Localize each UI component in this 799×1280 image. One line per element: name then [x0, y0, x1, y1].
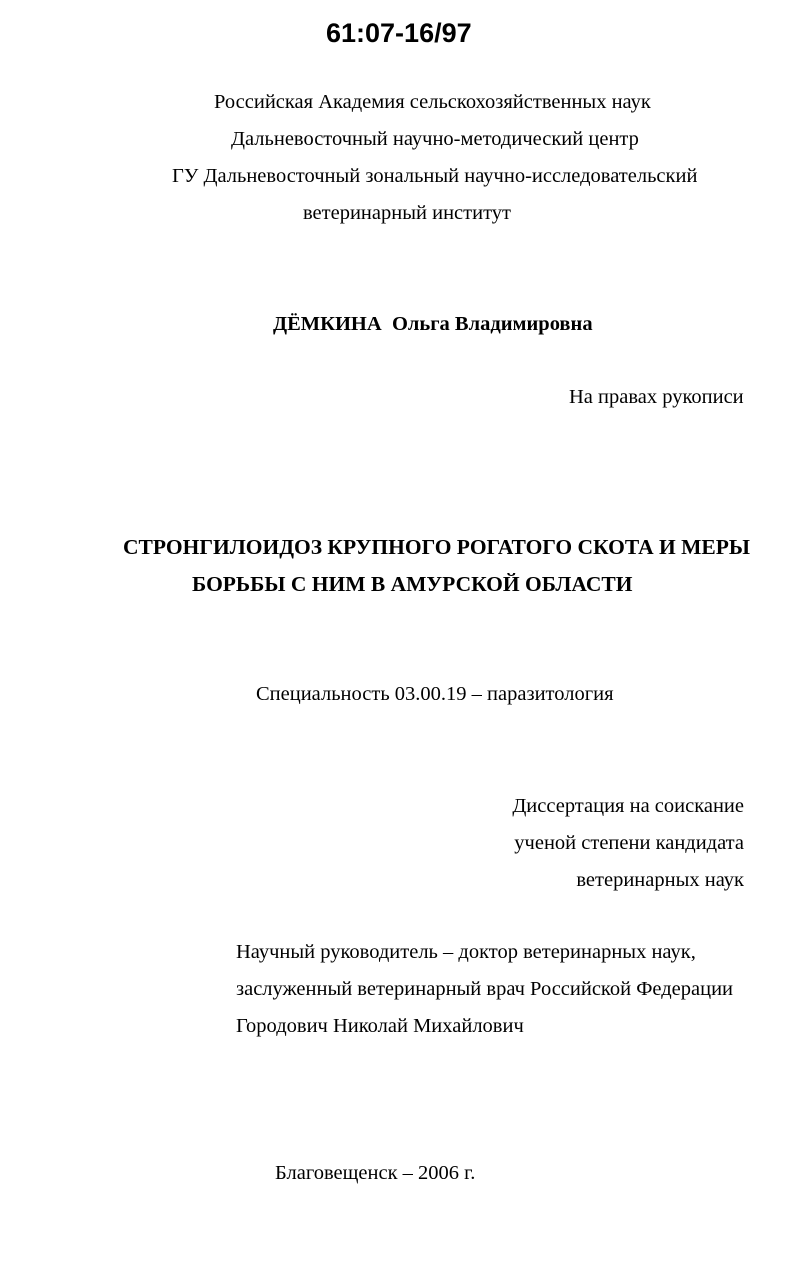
institution-line: Российская Академия сельскохозяйственных наук	[214, 91, 651, 113]
archive-code: 61:07-16/97	[326, 18, 472, 48]
title-line: БОРЬБЫ С НИМ В АМУРСКОЙ ОБЛАСТИ	[192, 572, 633, 596]
degree-line: ветеринарных наук	[576, 869, 744, 891]
specialty: Специальность 03.00.19 – паразитология	[256, 683, 614, 705]
degree-line: Диссертация на соискание	[512, 795, 744, 817]
supervisor-line: Городович Николай Михайлович	[236, 1015, 524, 1037]
place-year: Благовещенск – 2006 г.	[275, 1162, 476, 1184]
institution-line: Дальневосточный научно-методический центр	[231, 128, 639, 150]
supervisor-line: Научный руководитель – доктор ветеринарных наук,	[236, 941, 696, 963]
degree-line: ученой степени кандидата	[514, 832, 744, 854]
author-given-names: Ольга Владимировна	[391, 313, 593, 335]
title-line: СТРОНГИЛОИДОЗ КРУПНОГО РОГАТОГО СКОТА И МЕРЫ	[123, 535, 750, 559]
institution-line: ветеринарный институт	[303, 202, 511, 224]
author-surname: ДЁМКИНА	[273, 313, 382, 335]
manuscript-note: На правах рукописи	[569, 386, 744, 408]
author-name	[273, 312, 593, 336]
institution-line: ГУ Дальневосточный зональный научно-исследовательский	[172, 165, 698, 187]
supervisor-line: заслуженный ветеринарный врач Российской Федерации	[236, 978, 734, 1000]
